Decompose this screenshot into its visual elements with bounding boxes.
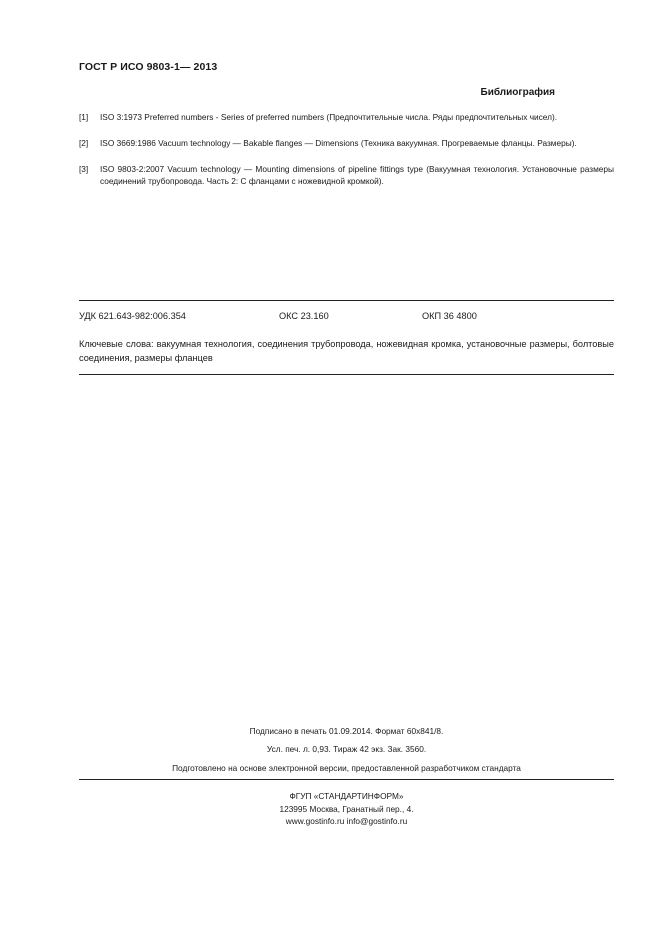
- bibliography-list: [79, 111, 614, 201]
- document-header: ГОСТ Р ИСО 9803-1— 2013: [79, 61, 218, 73]
- publisher-address: 123995 Москва, Гранатный пер., 4.: [279, 803, 414, 814]
- udk-code: УДК 621.643-982:006.354: [79, 311, 186, 321]
- bibliography-title: [79, 87, 614, 98]
- divider-imprint: [79, 779, 614, 780]
- oks-code: ОКС 23.160: [279, 311, 329, 321]
- bibliography-item-text: ISO 3669:1986 Vacuum technology — Bakable flanges — Dimensions (Техника вакуумная. Прогреваемые фланцы. Размеры).: [100, 138, 577, 148]
- okp-code: ОКП 36 4800: [422, 311, 477, 321]
- bibliography-item-number: [1]: [79, 112, 89, 122]
- publisher-block: [79, 790, 614, 828]
- divider-bottom: [79, 374, 614, 375]
- imprint-prepared: Подготовлено на основе электронной версии, предоставленной разработчиком стандарта: [172, 763, 521, 773]
- bibliography-item: [79, 163, 614, 187]
- bibliography-item-text: ISO 3:1973 Preferred numbers - Series of preferred numbers (Предпочтительные числа. Ряды предпочтительных чисел).: [100, 112, 558, 122]
- keywords: Ключевые слова: вакуумная технология, соединения трубопровода, ножевидная кромка, установочные размеры, болтовые соединения, размеры фланцев: [79, 339, 614, 363]
- bibliography-item: [79, 137, 614, 149]
- bibliography-item-number: [2]: [79, 138, 89, 148]
- bibliography-title-text: Библиография: [480, 87, 555, 98]
- divider-top: [79, 300, 614, 301]
- imprint-print-info: Усл. печ. л. 0,93. Тираж 42 экз. Зак. 3560.: [266, 744, 427, 754]
- publisher-name: ФГУП «СТАНДАРТИНФОРМ»: [289, 791, 404, 801]
- bibliography-item-number: [3]: [79, 164, 89, 174]
- bibliography-item-text: ISO 9803-2:2007 Vacuum technology — Mounting dimensions of pipeline fittings type (Вакуумная технология. Установочные размеры соединений трубопровода. Часть 2: С фланцами с ножевидной кромкой).: [100, 164, 614, 186]
- bibliography-item: [79, 111, 614, 123]
- imprint-signed: Подписано в печать 01.09.2014. Формат 60х841/8.: [249, 726, 444, 736]
- publisher-contacts: www.gostinfo.ru info@gostinfo.ru: [285, 816, 408, 826]
